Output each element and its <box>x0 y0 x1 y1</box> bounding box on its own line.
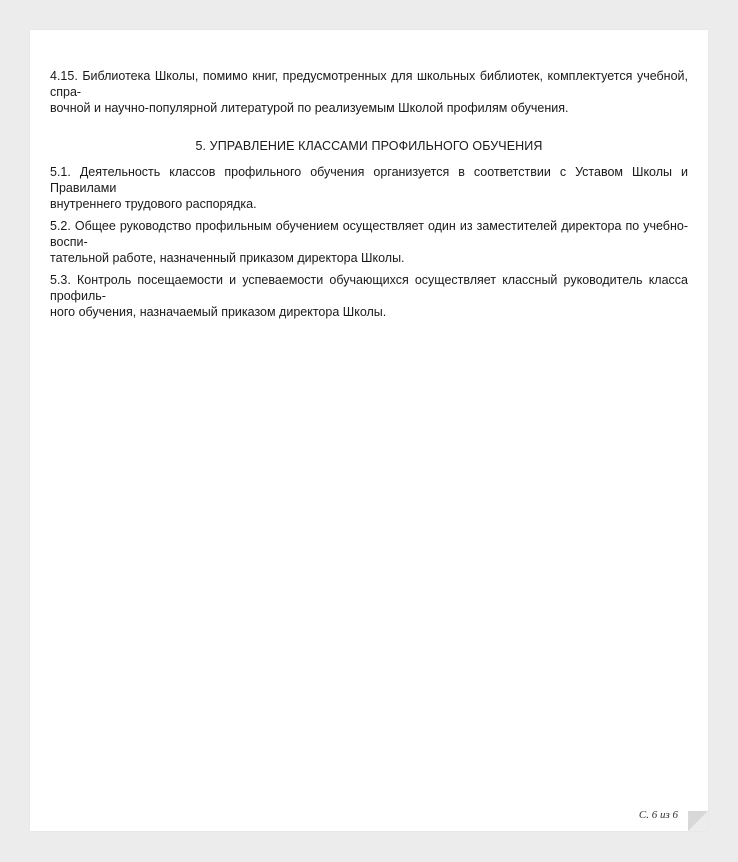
paragraph-5-3 <box>50 272 688 320</box>
paragraph-line: тательной работе, назначенный приказом директора Школы. <box>50 251 405 265</box>
page-corner-fold <box>688 811 708 831</box>
paragraph-line: 5.2. Общее руководство профильным обучением осуществляет один из заместителей директора по учебно-воспи- <box>50 219 688 249</box>
page-number: С. 6 из 6 <box>638 809 678 821</box>
document-content <box>50 68 688 326</box>
paragraph-line: 5.3. Контроль посещаемости и успеваемости обучающихся осуществляет классный руководитель класса профиль- <box>50 273 688 303</box>
document-page <box>30 30 708 831</box>
paragraph-line: ного обучения, назначаемый приказом директора Школы. <box>50 305 387 319</box>
paragraph-line: 5.1. Деятельность классов профильного обучения организуется в соответствии с Уставом Школы и Правилами <box>50 165 688 195</box>
section-heading: 5. УПРАВЛЕНИЕ КЛАССАМИ ПРОФИЛЬНОГО ОБУЧЕНИЯ <box>195 139 543 153</box>
paragraph-4-15 <box>50 68 688 116</box>
paragraph-line: 4.15. Библиотека Школы, помимо книг, предусмотренных для школьных библиотек, комплектуется учебной, спра- <box>50 69 688 99</box>
paragraph-5-2 <box>50 218 688 266</box>
paragraph-5-1 <box>50 164 688 212</box>
paragraph-line: вочной и научно-популярной литературой по реализуемым Школой профилям обучения. <box>50 101 569 115</box>
paragraph-line: внутреннего трудового распорядка. <box>50 197 257 211</box>
